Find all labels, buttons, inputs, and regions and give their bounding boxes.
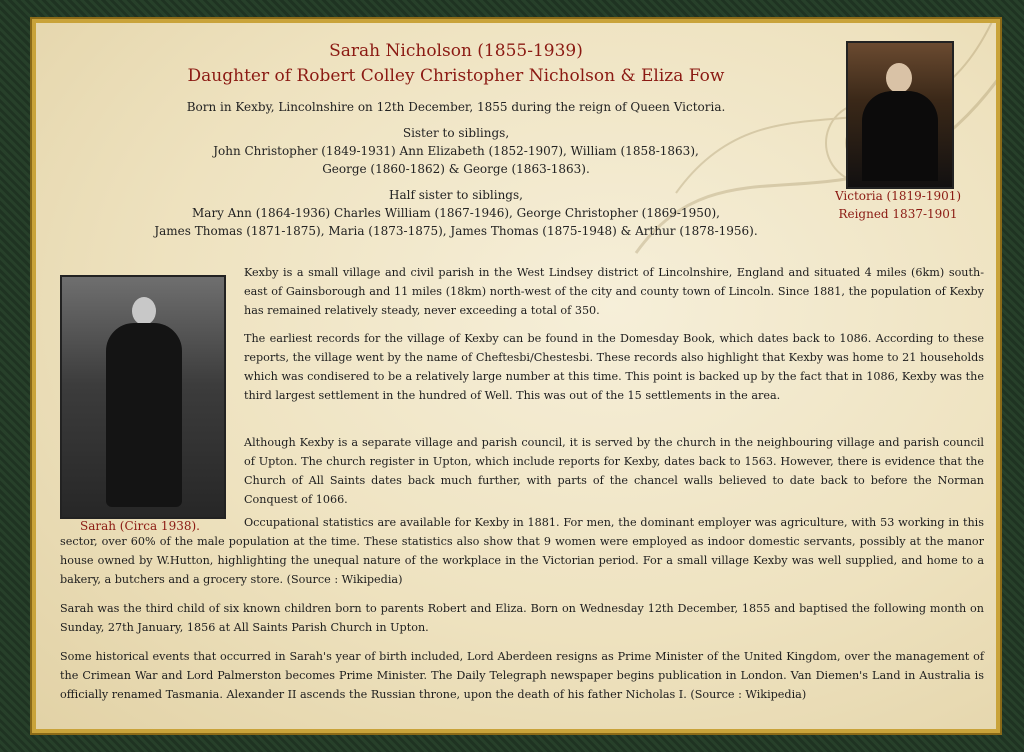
siblings-label: Sister to siblings, <box>402 126 510 140</box>
paragraph-birth: Sarah was the third child of six known children born to parents Robert and Eliza. Born on Wednesday 12th December, 1855 and baptised the following month on Sunday, 27th January, 1856 at All Saints Parish Church in Upton. <box>60 602 984 634</box>
victoria-caption-line-1: Victoria (1819-1901) <box>834 189 962 203</box>
paragraph-occupations: Occupational statistics are available for Kexby in 1881. For men, the dominant employer was agriculture, with 53 working in this sector, over 60% of the male population at the time. These statistics also show that 9 women were employed as indoor domestic servants, possibly at the manor house owned by W.Hutton, highlighting the unequal nature of the workplace in the Victorian period. For a small village Kexby was well supplied, and home to a bakery, a butchers and a grocery store. (Source : Wikipedia) <box>60 516 984 586</box>
siblings-line-2: George (1860-1862) & George (1863-1863). <box>322 162 590 176</box>
paragraph-church: Although Kexby is a separate village and parish council, it is served by the church in the neighbouring village and parish council of Upton. The church register in Upton, which include reports for Kexby, dates back to 1563. However, there is evidence that the Church of All Saints dates back much further, with parts of the chancel walls believed to date back to before the Norman Conquest of 1066. <box>244 436 984 506</box>
parchment-page <box>36 23 996 729</box>
page-subtitle: Daughter of Robert Colley Christopher Nicholson & Eliza Fow <box>187 66 725 86</box>
half-siblings-label: Half sister to siblings, <box>389 188 523 202</box>
paragraph-historical-events: Some historical events that occurred in Sarah's year of birth included, Lord Aberdeen resigns as Prime Minister of the United Kingdom, over the management of the Crimean War and Lord Palmerston becomes Prime Minister. The Daily Telegraph newspaper begins publication in London. Van Diemen's Land in Australia is officially renamed Tasmania. Alexander II ascends the Russian throne, upon the death of his father Nicholas I. (Source : Wikipedia) <box>60 650 984 701</box>
page-title: Sarah Nicholson (1855-1939) <box>329 41 583 61</box>
queen-victoria-photo <box>846 41 954 189</box>
sarah-caption: Sarah (Circa 1938). <box>80 519 200 533</box>
half-siblings-line-2: James Thomas (1871-1875), Maria (1873-1875), James Thomas (1875-1948) & Arthur (1878-1956). <box>154 224 758 238</box>
birth-line: Born in Kexby, Lincolnshire on 12th December, 1855 during the reign of Queen Victoria. <box>186 100 726 114</box>
siblings-line-1: John Christopher (1849-1931) Ann Elizabeth (1852-1907), William (1858-1863), <box>213 144 699 158</box>
victoria-caption-line-2: Reigned 1837-1901 <box>838 207 958 221</box>
sarah-photo <box>60 275 226 519</box>
paragraph-domesday: The earliest records for the village of Kexby can be found in the Domesday Book, which dates back to 1086. According to these reports, the village went by the name of Cheftesbi/Chestesbi. These records also highlight that Kexby was home to 21 households which was condisered to be a relatively large number at this time. This point is backed up by the fact that in 1086, Kexby was the third largest settlement in the hundred of Well. This was out of the 15 settlements in the area. <box>244 332 984 402</box>
paragraph-kexby-intro: Kexby is a small village and civil parish in the West Lindsey district of Lincolnshire, England and situated 4 miles (6km) south-east of Gainsborough and 11 miles (18km) north-west of the city and county town of Lincoln. Since 1881, the population of Kexby has remained relatively steady, never exceeding a total of 350. <box>244 266 984 317</box>
half-siblings-line-1: Mary Ann (1864-1936) Charles William (1867-1946), George Christopher (1869-1950), <box>192 206 720 220</box>
